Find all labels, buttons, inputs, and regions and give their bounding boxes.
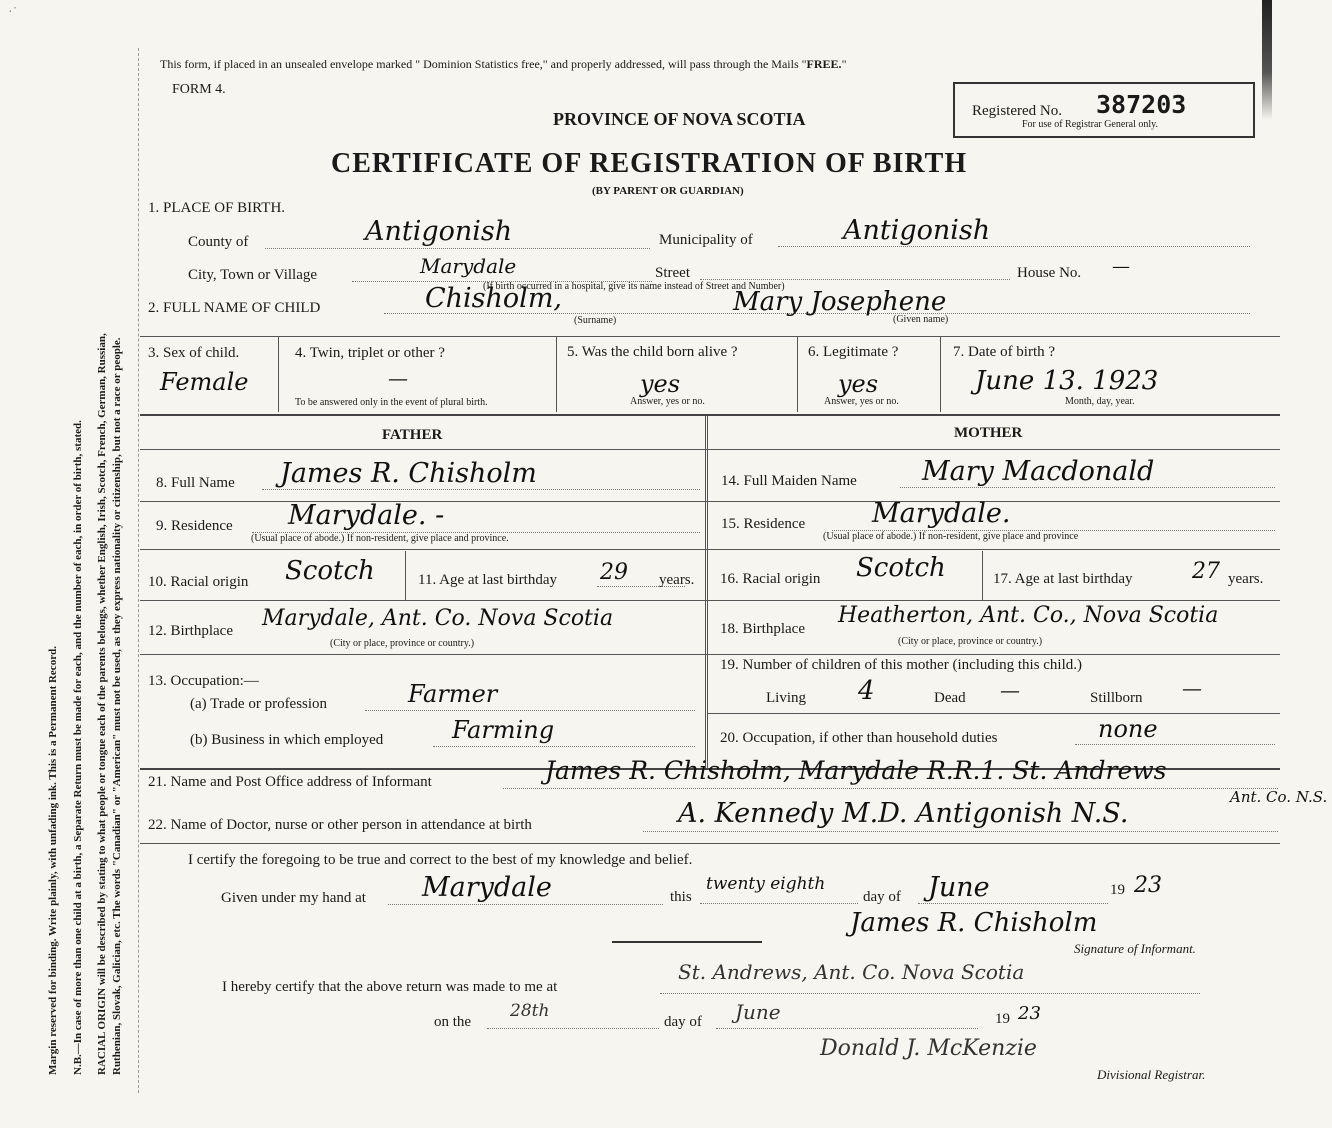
form-number: FORM 4.	[172, 82, 226, 97]
city-value: Marydale	[420, 254, 517, 278]
registrar-year-prefix: 19	[995, 1011, 1010, 1027]
mother-age-label: 17. Age at last birthday	[993, 571, 1133, 587]
registrar-month-value: June	[735, 1000, 781, 1024]
mail-notice-suffix: "	[841, 57, 847, 71]
father-birthplace-value: Marydale, Ant. Co. Nova Scotia	[262, 606, 614, 631]
province-heading: PROVINCE OF NOVA SCOTIA	[553, 109, 806, 129]
father-age-value: 29	[600, 560, 628, 585]
rule-row-12	[140, 654, 1280, 655]
day-line	[700, 903, 858, 904]
mail-notice	[160, 58, 846, 70]
rule-top-details	[140, 336, 1280, 337]
street-note: (If birth occurred in a hospital, give its name instead of Street and Number)	[483, 281, 785, 292]
mail-notice-free: FREE.	[806, 57, 842, 71]
municipality-value: Antigonish	[843, 215, 991, 246]
informant-label: 21. Name and Post Office address of Informant	[148, 774, 432, 790]
left-border	[138, 48, 139, 1093]
twin-label: 4. Twin, triplet or other ?	[295, 345, 445, 361]
stillborn-label: Stillborn	[1090, 690, 1143, 706]
street-line	[700, 279, 1010, 280]
father-racial-value: Scotch	[285, 556, 375, 586]
rule-informant-bottom	[140, 843, 1280, 844]
father-residence-note: (Usual place of abode.) If non-resident, give place and province.	[251, 533, 509, 544]
mother-age-value: 27	[1192, 559, 1220, 584]
child-given-value: Mary Josephene	[733, 287, 947, 317]
col-div-1	[278, 336, 279, 412]
registered-number: 387203	[1096, 90, 1187, 119]
day-value: twenty eighth	[706, 874, 826, 894]
edge-streak	[1262, 0, 1272, 120]
living-value: 4	[858, 676, 875, 706]
mother-name-line	[900, 487, 1275, 488]
trade-line	[365, 710, 695, 711]
margin-note-3: RACIAL ORIGIN will be described by stating to what people or tongue each of the parents belongs, whether English, Irish, Scotch, French, German, Russian,	[96, 333, 108, 1075]
col-div-4	[940, 336, 941, 412]
rule-parents-head	[140, 449, 1280, 450]
corner-mark: ·˙	[8, 5, 18, 20]
sex-value: Female	[160, 368, 249, 396]
mother-residence-value: Marydale.	[872, 498, 1011, 529]
mother-name-value: Mary Macdonald	[922, 456, 1155, 487]
business-value: Farming	[452, 716, 555, 744]
registrar-month-line	[716, 1028, 978, 1029]
sex-label: 3. Sex of child.	[148, 345, 240, 361]
trade-label: (a) Trade or profession	[190, 696, 328, 712]
county-label: County of	[188, 234, 249, 250]
mother-birthplace-value: Heatherton, Ant. Co., Nova Scotia	[838, 603, 1219, 628]
mother-racial-value: Scotch	[856, 553, 946, 583]
twin-note: To be answered only in the event of plural birth.	[295, 397, 488, 408]
year-value: 23	[1134, 873, 1162, 898]
rule-row-10	[140, 600, 1280, 601]
informant-line	[503, 788, 1278, 789]
margin-note-2: N.B.—In case of more than one child at a birth, a Separate Return must be made for each, and the number of each, in order of birth, stated.	[72, 420, 84, 1075]
dob-label: 7. Date of birth ?	[953, 344, 1056, 360]
child-surname-value: Chisholm,	[425, 283, 563, 314]
registrar-day-line	[487, 1028, 659, 1029]
informant-signature: James R. Chisholm	[850, 908, 1098, 938]
rule-row-19	[707, 713, 1280, 714]
mother-occupation-label: 20. Occupation, if other than household duties	[720, 730, 998, 746]
house-label: House No.	[1017, 265, 1082, 281]
year-prefix: 19	[1110, 882, 1125, 898]
this-label: this	[670, 889, 692, 905]
legit-note: Answer, yes or no.	[824, 396, 899, 407]
father-age-divider	[405, 551, 406, 600]
father-birthplace-label: 12. Birthplace	[148, 623, 233, 639]
given-place-value: Marydale	[422, 872, 552, 903]
father-residence-label: 9. Residence	[156, 518, 233, 534]
twin-value: —	[388, 366, 408, 390]
living-label: Living	[766, 690, 806, 706]
given-label: Given under my hand at	[221, 890, 366, 906]
city-label: City, Town or Village	[188, 267, 318, 283]
registrar-year-value: 23	[1018, 1003, 1041, 1024]
parents-divider	[705, 416, 708, 769]
father-name-line	[262, 489, 700, 490]
legit-value: yes	[838, 370, 879, 398]
informant-signature-caption: Signature of Informant.	[1074, 941, 1196, 956]
alive-value: yes	[640, 370, 681, 398]
certify-statement: I certify the foregoing to be true and correct to the best of my knowledge and belief.	[188, 852, 693, 868]
trade-value: Farmer	[408, 680, 498, 708]
registered-note: For use of Registrar General only.	[1022, 119, 1158, 130]
mother-heading: MOTHER	[954, 425, 1023, 441]
business-label: (b) Business in which employed	[190, 732, 384, 748]
registrar-day-value: 28th	[510, 1001, 550, 1021]
mother-children-label: 19. Number of children of this mother (including this child.)	[720, 657, 1083, 673]
informant-value: James R. Chisholm, Marydale R.R.1. St. Andrews	[545, 756, 1167, 785]
registrar-place-value: St. Andrews, Ant. Co. Nova Scotia	[678, 960, 1025, 984]
margin-note-1: Margin reserved for binding. Write plainly, with unfading ink. This is a Permanent Record.	[47, 646, 59, 1075]
registered-label: Registered No.	[972, 103, 1062, 119]
mother-residence-label: 15. Residence	[721, 516, 806, 532]
dob-note: Month, day, year.	[1065, 396, 1135, 407]
mother-age-divider	[982, 551, 983, 600]
father-birthplace-note: (City or place, province or country.)	[330, 638, 475, 649]
alive-label: 5. Was the child born alive ?	[567, 344, 738, 360]
father-occupation-label: 13. Occupation:—	[148, 673, 259, 689]
col-div-2	[556, 336, 557, 412]
registrar-signature: Donald J. McKenzie	[820, 1036, 1037, 1061]
given-note: (Given name)	[893, 314, 949, 325]
col-div-3	[797, 336, 798, 412]
alive-note: Answer, yes or no.	[630, 396, 705, 407]
county-value: Antigonish	[365, 216, 513, 247]
municipality-label: Municipality of	[659, 232, 753, 248]
doctor-extra: Ant. Co. N.S.	[1230, 788, 1328, 806]
day-of-label: day of	[863, 889, 901, 905]
given-place-line	[388, 904, 663, 905]
dead-label: Dead	[934, 690, 966, 706]
month-value: June	[928, 872, 990, 903]
house-value: —	[1112, 256, 1130, 277]
father-name-value: James R. Chisholm	[280, 458, 537, 489]
child-name-label: 2. FULL NAME OF CHILD	[148, 300, 321, 316]
registrar-signature-caption: Divisional Registrar.	[1097, 1067, 1206, 1082]
registrar-place-line	[660, 993, 1200, 994]
doctor-line	[643, 831, 1278, 832]
mother-occupation-line	[1075, 744, 1275, 745]
dob-value: June 13. 1923	[975, 366, 1159, 396]
place-of-birth-label: 1. PLACE OF BIRTH.	[148, 200, 286, 216]
margin-note-4: Ruthenian, Slovak, Galician, etc. The words "Canadian" or "American" must not be used, as they express nationality or citizenship, but not a race or people.	[111, 337, 123, 1075]
mother-age-suffix: years.	[1228, 571, 1264, 587]
registrar-statement: I hereby certify that the above return was made to me at	[222, 979, 558, 995]
signature-line-left	[612, 941, 762, 943]
father-racial-label: 10. Racial origin	[148, 574, 249, 590]
father-name-label: 8. Full Name	[156, 475, 235, 491]
page-subtitle: (BY PARENT OR GUARDIAN)	[592, 185, 744, 197]
father-residence-value: Marydale. -	[288, 500, 445, 531]
father-age-label: 11. Age at last birthday	[418, 572, 557, 588]
mail-notice-prefix: This form, if placed in an unsealed envelope marked " Dominion Statistics free," and properly addressed, will pass through the Mails "	[160, 57, 807, 71]
mother-racial-label: 16. Racial origin	[720, 571, 821, 587]
surname-note: (Surname)	[574, 315, 617, 326]
mother-name-label: 14. Full Maiden Name	[721, 473, 857, 489]
page-title: CERTIFICATE OF REGISTRATION OF BIRTH	[331, 148, 968, 179]
rule-row-9	[140, 549, 1280, 550]
business-line	[433, 746, 695, 747]
rule-parents-top	[140, 414, 1280, 416]
legit-label: 6. Legitimate ?	[808, 344, 899, 360]
mother-birthplace-label: 18. Birthplace	[720, 621, 805, 637]
father-heading: FATHER	[382, 427, 443, 443]
dead-value: —	[1000, 678, 1020, 702]
registrar-day-of-label: day of	[664, 1014, 702, 1030]
county-line	[265, 248, 650, 249]
doctor-value: A. Kennedy M.D. Antigonish N.S.	[678, 798, 1129, 829]
municipality-line	[778, 246, 1250, 247]
mother-birthplace-note: (City or place, province or country.)	[898, 636, 1043, 647]
mother-occupation-value: none	[1098, 715, 1158, 743]
stillborn-value: —	[1182, 676, 1202, 700]
street-label: Street	[655, 265, 690, 281]
doctor-label: 22. Name of Doctor, nurse or other person in attendance at birth	[148, 817, 532, 833]
on-the-label: on the	[434, 1014, 472, 1030]
father-age-suffix: years.	[659, 572, 695, 588]
mother-residence-note: (Usual place of abode.) If non-resident, give place and province	[823, 531, 1079, 542]
month-line	[918, 903, 1108, 904]
